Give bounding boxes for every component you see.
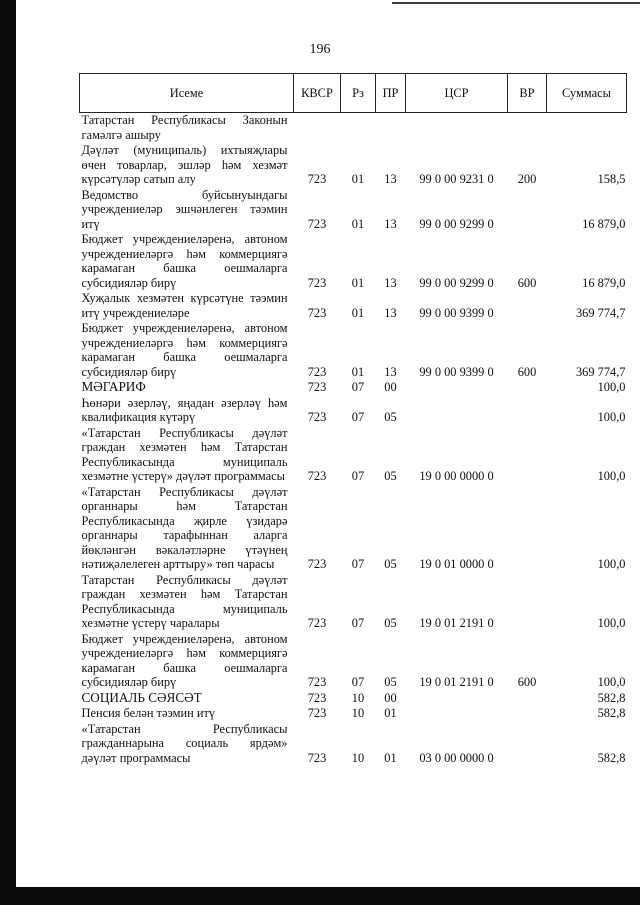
table-row xyxy=(80,721,627,766)
header-vr: ВР xyxy=(508,74,547,113)
cell-rz: 01 xyxy=(351,172,365,186)
page-number: 196 xyxy=(309,42,331,57)
cell-pr: 05 xyxy=(384,675,397,689)
cell-rz: 10 xyxy=(351,706,365,720)
cell-pr xyxy=(376,113,406,143)
cell-vr xyxy=(508,379,547,395)
cell-sum: 16 879,0 xyxy=(582,216,626,231)
cell-sum: 582,8 xyxy=(597,706,626,720)
cell-name: Ведомство буйсынуындагы учреждениеләр эшчәнлеген тәэмин итү xyxy=(81,187,288,231)
cell-rz: 10 xyxy=(351,750,365,765)
cell-name: Бюджет учреждениеләренә, автоном учреждениеләргә һәм коммерциягә карамаган башка оешмаларга субсидияләр бирү xyxy=(81,631,288,689)
cell-pr: 00 xyxy=(384,380,397,394)
cell-sum: 582,8 xyxy=(597,750,626,765)
cell-rz: 01 xyxy=(351,216,365,231)
cell-sum: 369 774,7 xyxy=(575,305,626,320)
budget-table xyxy=(79,73,627,765)
cell-pr: 05 xyxy=(384,410,397,424)
cell-sum: 100,0 xyxy=(597,616,626,630)
cell-kvsr: 723 xyxy=(307,675,327,689)
cell-csr xyxy=(406,379,508,395)
scan-line-top xyxy=(392,2,640,4)
cell-kvsr: 723 xyxy=(307,750,327,765)
cell-name: СОЦИАЛЬ СӘЯСӘТ xyxy=(81,689,202,705)
cell-rz: 07 xyxy=(351,380,365,394)
cell-csr xyxy=(406,690,508,706)
cell-sum: 158,5 xyxy=(597,172,626,186)
table-row xyxy=(80,142,627,187)
cell-csr: 99 0 00 9299 0 xyxy=(419,275,494,290)
table-row xyxy=(80,690,627,706)
cell-pr: 00 xyxy=(384,690,397,705)
header-sum: Суммасы xyxy=(547,74,627,113)
cell-kvsr: 723 xyxy=(307,469,327,483)
cell-pr: 01 xyxy=(384,706,397,720)
table-row xyxy=(80,231,627,290)
cell-rz: 01 xyxy=(351,305,365,320)
header-kvsr: КВСР xyxy=(294,74,341,113)
cell-vr: 600 xyxy=(517,364,537,379)
cell-pr: 01 xyxy=(384,750,397,765)
cell-vr: 600 xyxy=(517,675,537,689)
cell-pr: 13 xyxy=(384,216,397,231)
header-rz: Рз xyxy=(341,74,376,113)
cell-kvsr: 723 xyxy=(307,706,327,720)
table-row xyxy=(80,379,627,395)
cell-sum xyxy=(547,113,627,143)
cell-kvsr: 723 xyxy=(307,172,327,186)
table-row xyxy=(80,320,627,379)
cell-name: Бюджет учреждениеләренә, автоном учреждениеләргә һәм коммерциягә карамаган башка оешмаларга субсидияләр бирү xyxy=(81,232,288,290)
table-row xyxy=(80,631,627,690)
cell-csr: 99 0 00 9399 0 xyxy=(419,305,494,320)
table-row xyxy=(80,290,627,320)
cell-pr: 05 xyxy=(384,616,397,630)
table-row xyxy=(80,187,627,232)
cell-kvsr: 723 xyxy=(307,216,327,231)
cell-sum: 369 774,7 xyxy=(575,364,626,379)
cell-csr: 19 0 01 2191 0 xyxy=(419,675,494,689)
cell-vr xyxy=(508,395,547,425)
cell-rz: 01 xyxy=(351,275,365,290)
cell-sum: 582,8 xyxy=(597,690,626,705)
table-row xyxy=(80,113,627,143)
cell-pr: 13 xyxy=(384,172,397,186)
cell-rz: 01 xyxy=(351,364,365,379)
table-row xyxy=(80,425,627,484)
cell-kvsr: 723 xyxy=(307,275,327,290)
table-header-row xyxy=(80,74,627,113)
cell-name: Татарстан Республикасы дәүләт граждан хезмәтен һәм Татарстан Республикасында муниципаль хезмәтне үстерү чаралары xyxy=(81,572,288,630)
header-name: Исеме xyxy=(80,74,294,113)
cell-kvsr: 723 xyxy=(307,616,327,630)
cell-pr: 05 xyxy=(384,557,397,571)
cell-kvsr: 723 xyxy=(307,557,327,571)
cell-vr xyxy=(508,690,547,706)
cell-pr: 13 xyxy=(384,364,397,379)
cell-name: «Татарстан Республикасы дәүләт органнары һәм Татарстан Республикасында җирле үзидарә органнары тарафыннан аларга йөкләнгән вәкаләтләрне үтәүнең нәтиҗәлелеген арттыру» төп чарасы xyxy=(81,484,288,571)
cell-vr: 600 xyxy=(517,275,537,290)
cell-rz: 07 xyxy=(351,469,365,483)
cell-kvsr: 723 xyxy=(307,410,327,424)
scan-border-bottom xyxy=(0,887,640,905)
cell-csr: 99 0 00 9231 0 xyxy=(419,172,494,186)
cell-sum: 100,0 xyxy=(597,380,626,394)
cell-vr xyxy=(508,187,547,232)
cell-name: МӘГАРИФ xyxy=(81,379,146,394)
cell-csr: 99 0 00 9399 0 xyxy=(419,364,494,379)
cell-pr: 13 xyxy=(384,275,397,290)
cell-vr xyxy=(508,425,547,484)
cell-name: «Татарстан Республикасы дәүләт граждан хезмәтен һәм Татарстан Республикасында муниципаль хезмәтне үстерү» дәүләт программасы xyxy=(81,425,288,483)
cell-kvsr xyxy=(294,113,341,143)
table-body xyxy=(80,113,627,766)
cell-name: «Татарстан Республикасы гражданнарына социаль ярдәм» дәүләт программасы xyxy=(81,721,288,765)
cell-vr xyxy=(508,721,547,766)
cell-name: Пенсия белән тәэмин итү xyxy=(81,706,216,720)
cell-vr xyxy=(508,290,547,320)
cell-rz: 07 xyxy=(351,557,365,571)
cell-sum: 100,0 xyxy=(597,410,626,424)
cell-name: Татарстан Республикасы Законын гамәлгә ашыру xyxy=(81,113,288,142)
header-csr: ЦСР xyxy=(406,74,508,113)
cell-name: Дәүләт (муниципаль) ихтыяҗлары өчен товарлар, эшләр һәм хезмәт күрсәтүләр сатып алу xyxy=(81,143,288,186)
cell-vr xyxy=(508,705,547,721)
scan-border-left xyxy=(0,0,16,905)
cell-vr xyxy=(508,572,547,631)
header-pr: ПР xyxy=(376,74,406,113)
cell-vr: 200 xyxy=(517,172,537,186)
cell-csr: 19 0 01 2191 0 xyxy=(419,616,494,630)
cell-pr: 13 xyxy=(384,305,397,320)
cell-csr xyxy=(406,113,508,143)
table-row xyxy=(80,484,627,572)
cell-csr: 03 0 00 0000 0 xyxy=(419,750,494,765)
cell-name: Һөнәри әзерләү, яңадан әзерләү һәм квалификация күтәрү xyxy=(81,395,288,424)
cell-rz: 07 xyxy=(351,410,365,424)
cell-rz: 07 xyxy=(351,675,365,689)
cell-kvsr: 723 xyxy=(307,380,327,394)
cell-kvsr: 723 xyxy=(307,364,327,379)
cell-sum: 100,0 xyxy=(597,469,626,483)
table-row xyxy=(80,572,627,631)
cell-vr xyxy=(508,484,547,572)
cell-rz xyxy=(341,113,376,143)
table-row xyxy=(80,705,627,721)
cell-name: Бюджет учреждениеләренә, автоном учреждениеләргә һәм коммерциягә карамаган башка оешмаларга субсидияләр бирү xyxy=(81,321,288,379)
cell-sum: 16 879,0 xyxy=(582,275,626,290)
cell-csr: 19 0 01 0000 0 xyxy=(419,557,494,571)
cell-rz: 07 xyxy=(351,616,365,630)
cell-csr: 99 0 00 9299 0 xyxy=(419,216,494,231)
cell-kvsr: 723 xyxy=(307,305,327,320)
cell-sum: 100,0 xyxy=(597,557,626,571)
cell-csr: 19 0 00 0000 0 xyxy=(419,469,494,483)
cell-kvsr: 723 xyxy=(307,690,327,705)
cell-rz: 10 xyxy=(351,690,365,705)
cell-csr xyxy=(406,705,508,721)
cell-csr xyxy=(406,395,508,425)
cell-name: Хуҗалык хезмәтен күрсәтүне тәэмин итү учреждениеләре xyxy=(81,291,288,320)
cell-vr xyxy=(508,113,547,143)
cell-sum: 100,0 xyxy=(597,675,626,689)
table-row xyxy=(80,395,627,425)
cell-pr: 05 xyxy=(384,469,397,483)
